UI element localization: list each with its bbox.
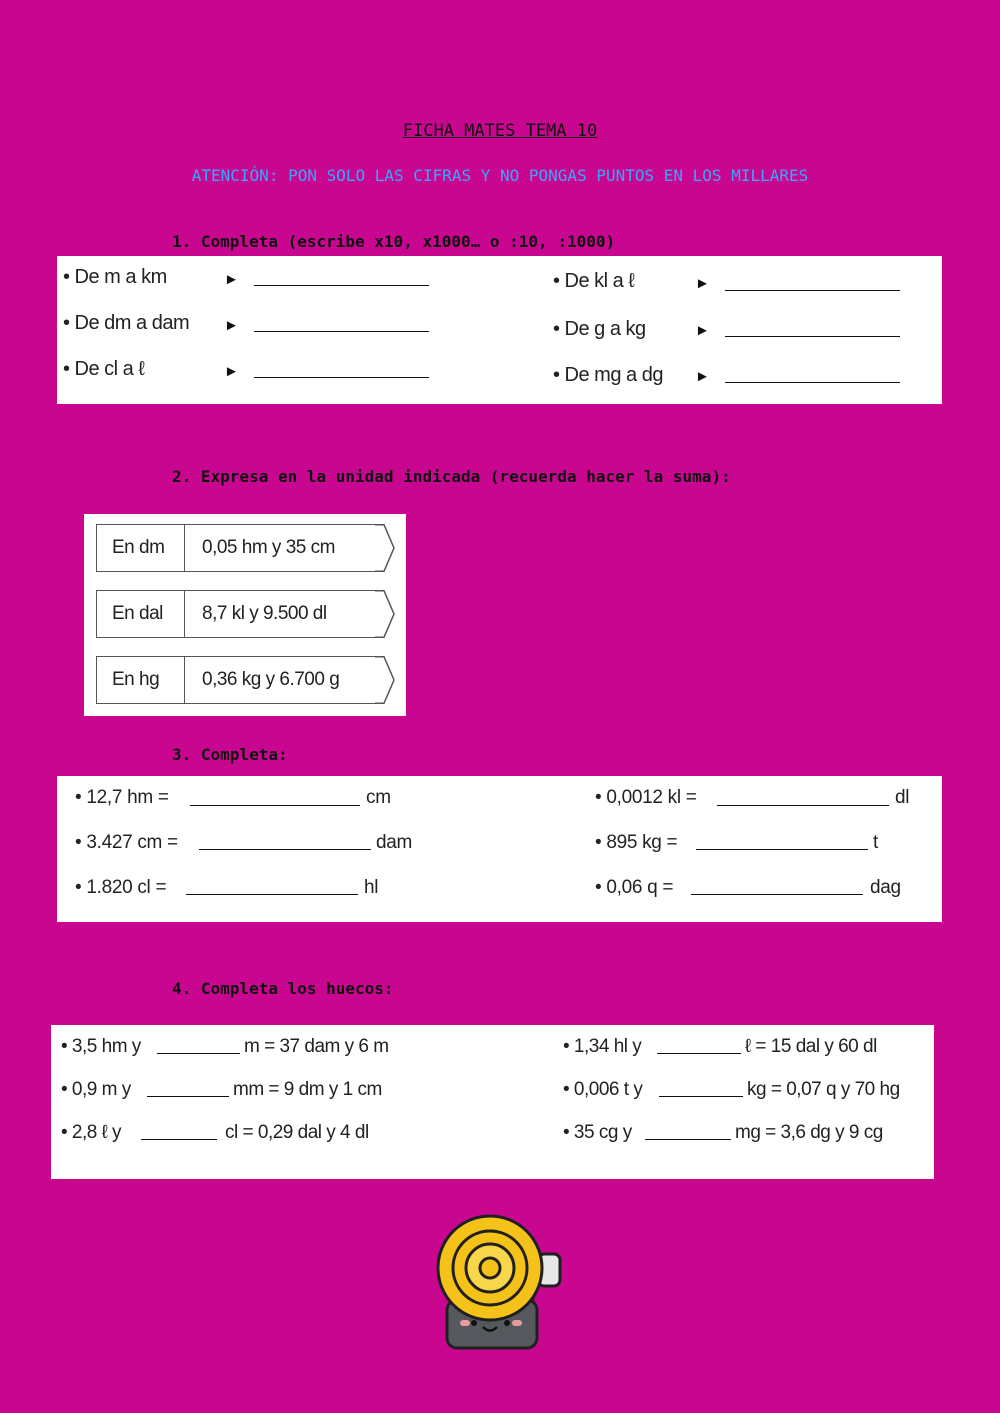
- answer-blank[interactable]: [691, 894, 863, 895]
- arrow-tip-icon: [374, 656, 396, 704]
- exercise-label: • 1.820 cl =: [75, 877, 167, 898]
- unit-label: En dal: [112, 603, 163, 624]
- unit-label: t: [873, 832, 878, 853]
- exercise-tail: m = 37 dam y 6 m: [244, 1036, 389, 1057]
- conversion-label: • De cl a ℓ: [63, 358, 145, 380]
- section-3-box: [57, 776, 942, 922]
- exercise-label: • 2,8 ℓ y: [61, 1122, 122, 1143]
- arrow-icon: ►: [224, 271, 239, 288]
- unit-cell: [96, 656, 185, 704]
- answer-blank[interactable]: [717, 805, 889, 806]
- section-2-heading: 2. Expresa en la unidad indicada (recuerda hacer la suma):: [172, 467, 731, 486]
- exercise-label: • 0,0012 kl =: [595, 787, 697, 808]
- answer-blank[interactable]: [725, 382, 900, 383]
- answer-blank[interactable]: [157, 1053, 240, 1054]
- unit-label: dl: [895, 787, 910, 808]
- section-2-box: [84, 514, 406, 716]
- unit-label: dam: [376, 832, 413, 853]
- alarm-bell-icon: [430, 1210, 570, 1355]
- unit-label: dag: [870, 877, 901, 898]
- exercise-tail: cl = 0,29 dal y 4 dl: [225, 1122, 369, 1143]
- warning-note: ATENCIÓN: PON SOLO LAS CIFRAS Y NO PONGAS PUNTOS EN LOS MILLARES: [191, 166, 809, 185]
- answer-blank[interactable]: [254, 285, 429, 286]
- unit-label: hl: [364, 877, 379, 898]
- exercise-label: • 12,7 hm =: [75, 787, 169, 808]
- exercise-label: • 0,006 t y: [563, 1079, 643, 1100]
- unit-cell: [96, 590, 185, 638]
- arrow-tip-icon: [374, 590, 396, 638]
- section-4-box: [51, 1025, 934, 1179]
- page-title: FICHA MATES TEMA 10: [402, 121, 598, 141]
- answer-blank[interactable]: [657, 1053, 741, 1054]
- exercise-tail: mg = 3,6 dg y 9 cg: [735, 1122, 883, 1143]
- answer-blank[interactable]: [645, 1139, 731, 1140]
- exercise-tail: mm = 9 dm y 1 cm: [233, 1079, 382, 1100]
- answer-blank[interactable]: [254, 377, 429, 378]
- arrow-tip-icon: [374, 524, 396, 572]
- value-cell: [184, 524, 378, 572]
- exercise-label: • 0,06 q =: [595, 877, 674, 898]
- exercise-label: • 3,5 hm y: [61, 1036, 141, 1057]
- conversion-label: • De g a kg: [553, 318, 646, 340]
- answer-blank[interactable]: [725, 336, 900, 337]
- value-label: 0,36 kg y 6.700 g: [202, 669, 340, 690]
- exercise-label: • 3.427 cm =: [75, 832, 178, 853]
- exercise-label: • 895 kg =: [595, 832, 678, 853]
- answer-blank[interactable]: [696, 849, 868, 850]
- section-4-heading: 4. Completa los huecos:: [172, 979, 394, 998]
- answer-blank[interactable]: [147, 1096, 229, 1097]
- answer-blank[interactable]: [190, 805, 360, 806]
- answer-blank[interactable]: [141, 1139, 217, 1140]
- answer-blank[interactable]: [725, 290, 900, 291]
- conversion-label: • De kl a ℓ: [553, 270, 635, 292]
- unit-label: cm: [366, 787, 391, 808]
- value-label: 0,05 hm y 35 cm: [202, 537, 335, 558]
- unit-label: En hg: [112, 669, 160, 690]
- exercise-label: • 1,34 hl y: [563, 1036, 642, 1057]
- answer-blank[interactable]: [186, 894, 358, 895]
- arrow-icon: ►: [695, 275, 710, 292]
- conversion-label: • De mg a dg: [553, 364, 663, 386]
- section-1-box: [57, 256, 942, 404]
- exercise-tail: kg = 0,07 q y 70 hg: [747, 1079, 900, 1100]
- unit-cell: [96, 524, 185, 572]
- answer-blank[interactable]: [199, 849, 371, 850]
- section-3-heading: 3. Completa:: [172, 745, 288, 764]
- answer-blank[interactable]: [254, 331, 429, 332]
- value-cell: [184, 656, 378, 704]
- arrow-icon: ►: [224, 317, 239, 334]
- conversion-label: • De dm a dam: [63, 312, 190, 334]
- value-cell: [184, 590, 378, 638]
- answer-blank[interactable]: [659, 1096, 743, 1097]
- arrow-icon: ►: [695, 322, 710, 339]
- arrow-icon: ►: [224, 363, 239, 380]
- value-label: 8,7 kl y 9.500 dl: [202, 603, 327, 624]
- exercise-label: • 0,9 m y: [61, 1079, 131, 1100]
- exercise-tail: ℓ = 15 dal y 60 dl: [745, 1036, 877, 1057]
- arrow-icon: ►: [695, 368, 710, 385]
- exercise-label: • 35 cg y: [563, 1122, 632, 1143]
- unit-label: En dm: [112, 537, 165, 558]
- conversion-label: • De m a km: [63, 266, 167, 288]
- section-1-heading: 1. Completa (escribe x10, x1000… o :10, :1000): [172, 232, 616, 251]
